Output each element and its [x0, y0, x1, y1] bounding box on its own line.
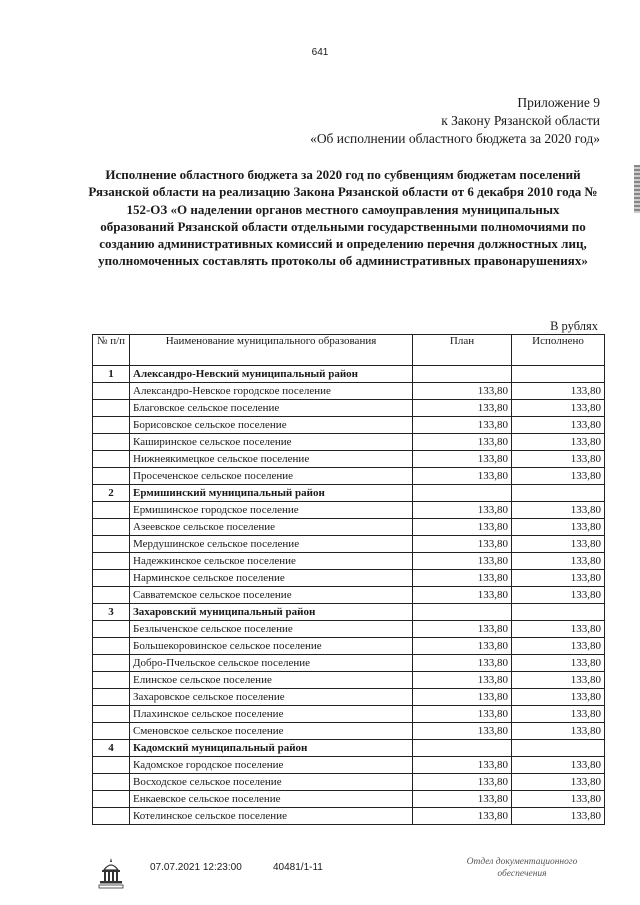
budget-table [92, 334, 605, 825]
appendix-line-1: Приложение 9 [517, 95, 600, 110]
appendix-line-2: к Закону Рязанской области [441, 113, 600, 128]
plan-value: 133,80 [413, 434, 512, 451]
plan-value: 133,80 [413, 791, 512, 808]
done-value: 133,80 [512, 502, 605, 519]
plan-value: 133,80 [413, 706, 512, 723]
duma-logo-icon [96, 856, 126, 890]
table-row [93, 468, 605, 485]
done-value: 133,80 [512, 519, 605, 536]
plan-value: 133,80 [413, 519, 512, 536]
table-row [93, 519, 605, 536]
settlement-name: Ермишинское городское поселение [130, 502, 413, 519]
table-row [93, 791, 605, 808]
done-value: 133,80 [512, 451, 605, 468]
table-row [93, 672, 605, 689]
row-num [93, 791, 130, 808]
plan-value: 133,80 [413, 774, 512, 791]
district-name: Александро-Невский муниципальный район [130, 366, 413, 383]
done-value: 133,80 [512, 536, 605, 553]
settlement-name: Каширинское сельское поселение [130, 434, 413, 451]
table-row [93, 502, 605, 519]
table-row [93, 536, 605, 553]
plan-value: 133,80 [413, 621, 512, 638]
table-row [93, 706, 605, 723]
row-num [93, 468, 130, 485]
district-done [512, 485, 605, 502]
settlement-name: Надежкинское сельское поселение [130, 553, 413, 570]
row-num [93, 655, 130, 672]
row-num [93, 451, 130, 468]
table-row [93, 757, 605, 774]
row-num [93, 689, 130, 706]
table-row [93, 383, 605, 400]
done-value: 133,80 [512, 808, 605, 825]
plan-value: 133,80 [413, 723, 512, 740]
plan-value: 133,80 [413, 757, 512, 774]
header-done: Исполнено [512, 335, 605, 366]
plan-value: 133,80 [413, 808, 512, 825]
plan-value: 133,80 [413, 638, 512, 655]
plan-value: 133,80 [413, 417, 512, 434]
header-num: № п/п [93, 335, 130, 366]
plan-value: 133,80 [413, 570, 512, 587]
row-num [93, 587, 130, 604]
plan-value: 133,80 [413, 451, 512, 468]
district-done [512, 604, 605, 621]
table-row [93, 655, 605, 672]
district-num: 1 [93, 366, 130, 383]
done-value: 133,80 [512, 706, 605, 723]
done-value: 133,80 [512, 621, 605, 638]
table-row [93, 689, 605, 706]
done-value: 133,80 [512, 553, 605, 570]
page-number: 641 [311, 47, 329, 58]
done-value: 133,80 [512, 434, 605, 451]
table-row [93, 451, 605, 468]
done-value: 133,80 [512, 383, 605, 400]
row-num [93, 706, 130, 723]
done-value: 133,80 [512, 638, 605, 655]
plan-value: 133,80 [413, 553, 512, 570]
plan-value: 133,80 [413, 655, 512, 672]
table-row [93, 638, 605, 655]
plan-value: 133,80 [413, 672, 512, 689]
row-num [93, 723, 130, 740]
row-num [93, 519, 130, 536]
plan-value: 133,80 [413, 502, 512, 519]
settlement-name: Енкаевское сельское поселение [130, 791, 413, 808]
settlement-name: Плахинское сельское поселение [130, 706, 413, 723]
footer [0, 856, 640, 896]
row-num [93, 774, 130, 791]
done-value: 133,80 [512, 723, 605, 740]
settlement-name: Сменовское сельское поселение [130, 723, 413, 740]
done-value: 133,80 [512, 672, 605, 689]
done-value: 133,80 [512, 468, 605, 485]
done-value: 133,80 [512, 417, 605, 434]
row-num [93, 570, 130, 587]
settlement-name: Александро-Невское городское поселение [130, 383, 413, 400]
table-row [93, 774, 605, 791]
document-title: Исполнение областного бюджета за 2020 год по субвенциям бюджетам поселений Рязанской области на реализацию Закона Рязанской области от 6 декабря 2010 года № 152-ОЗ «О наделении органов местного самоуправления муниципальных образований Рязанской области отдельными государственными полномочиями по созданию административных комиссий и определению перечня должностных лиц, уполномоченных составлять протоколы об административных правонарушениях» [88, 167, 598, 269]
table-row [93, 723, 605, 740]
done-value: 133,80 [512, 774, 605, 791]
settlement-name: Азеевское сельское поселение [130, 519, 413, 536]
settlement-name: Борисовское сельское поселение [130, 417, 413, 434]
settlement-name: Елинское сельское поселение [130, 672, 413, 689]
table-row [93, 808, 605, 825]
scan-edge-mark [634, 165, 640, 213]
settlement-name: Нижнеякимецкое сельское поселение [130, 451, 413, 468]
district-name: Ермишинский муниципальный район [130, 485, 413, 502]
district-num: 4 [93, 740, 130, 757]
district-plan [413, 366, 512, 383]
settlement-name: Захаровское сельское поселение [130, 689, 413, 706]
done-value: 133,80 [512, 655, 605, 672]
table-row [93, 417, 605, 434]
district-num: 2 [93, 485, 130, 502]
done-value: 133,80 [512, 587, 605, 604]
row-num [93, 434, 130, 451]
settlement-name: Просеченское сельское поселение [130, 468, 413, 485]
currency-note: В рублях [550, 319, 598, 333]
settlement-name: Котелинское сельское поселение [130, 808, 413, 825]
table-row [93, 621, 605, 638]
plan-value: 133,80 [413, 468, 512, 485]
done-value: 133,80 [512, 791, 605, 808]
district-row [93, 366, 605, 383]
settlement-name: Безлыченское сельское поселение [130, 621, 413, 638]
done-value: 133,80 [512, 689, 605, 706]
district-done [512, 740, 605, 757]
row-num [93, 383, 130, 400]
stamp-line-2: обеспечения [497, 869, 547, 879]
district-plan [413, 740, 512, 757]
done-value: 133,80 [512, 400, 605, 417]
settlement-name: Добро-Пчельское сельское поселение [130, 655, 413, 672]
row-num [93, 672, 130, 689]
plan-value: 133,80 [413, 587, 512, 604]
appendix-line-3: «Об исполнении областного бюджета за 2020 год» [310, 131, 600, 146]
table-row [93, 434, 605, 451]
plan-value: 133,80 [413, 383, 512, 400]
district-row [93, 485, 605, 502]
row-num [93, 502, 130, 519]
done-value: 133,80 [512, 757, 605, 774]
district-plan [413, 485, 512, 502]
district-done [512, 366, 605, 383]
table-row [93, 587, 605, 604]
district-name: Захаровский муниципальный район [130, 604, 413, 621]
settlement-name: Нарминское сельское поселение [130, 570, 413, 587]
header-plan: План [413, 335, 512, 366]
table-row [93, 570, 605, 587]
row-num [93, 536, 130, 553]
footer-reg-number: 40481/1-11 [273, 862, 323, 873]
table-row [93, 553, 605, 570]
settlement-name: Большекоровинское сельское поселение [130, 638, 413, 655]
row-num [93, 638, 130, 655]
table-body [93, 366, 605, 825]
header-name: Наименование муниципального образования [130, 335, 413, 366]
district-name: Кадомский муниципальный район [130, 740, 413, 757]
settlement-name: Восходское сельское поселение [130, 774, 413, 791]
row-num [93, 757, 130, 774]
appendix-block [200, 94, 600, 148]
department-stamp [452, 856, 592, 880]
settlement-name: Мердушинское сельское поселение [130, 536, 413, 553]
footer-datetime: 07.07.2021 12:23:00 [150, 862, 242, 873]
table-row [93, 400, 605, 417]
done-value: 133,80 [512, 570, 605, 587]
district-row [93, 740, 605, 757]
settlement-name: Савватемское сельское поселение [130, 587, 413, 604]
settlement-name: Благовское сельское поселение [130, 400, 413, 417]
row-num [93, 808, 130, 825]
row-num [93, 417, 130, 434]
district-plan [413, 604, 512, 621]
row-num [93, 621, 130, 638]
district-num: 3 [93, 604, 130, 621]
row-num [93, 553, 130, 570]
plan-value: 133,80 [413, 536, 512, 553]
settlement-name: Кадомское городское поселение [130, 757, 413, 774]
table-header-row [93, 335, 605, 366]
stamp-line-1: Отдел документационного [466, 857, 578, 867]
plan-value: 133,80 [413, 400, 512, 417]
plan-value: 133,80 [413, 689, 512, 706]
district-row [93, 604, 605, 621]
row-num [93, 400, 130, 417]
